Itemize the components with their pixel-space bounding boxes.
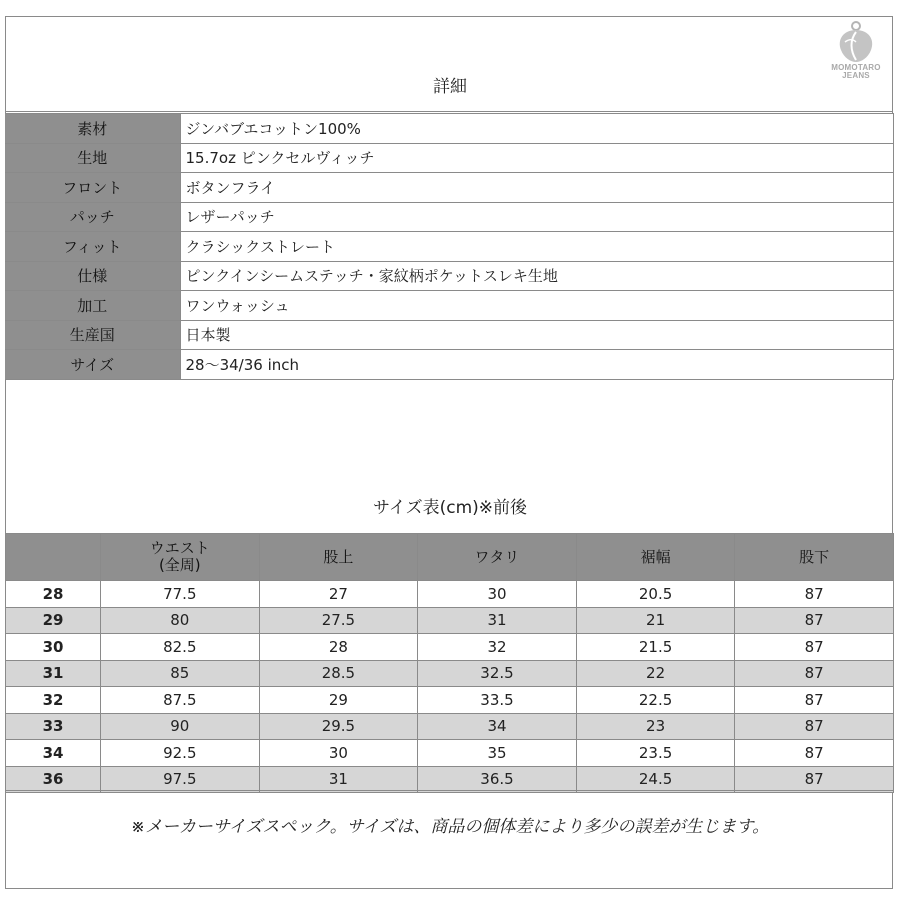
rise-cell: 29.5 bbox=[259, 713, 418, 740]
size-row bbox=[6, 581, 894, 608]
detail-label: 素材 bbox=[5, 114, 180, 144]
thigh-cell: 35 bbox=[418, 740, 577, 767]
rise-cell: 31 bbox=[259, 766, 418, 793]
rise-cell: 29 bbox=[259, 687, 418, 714]
divider bbox=[5, 790, 893, 791]
inseam-cell: 87 bbox=[735, 634, 894, 661]
size-row bbox=[6, 713, 894, 740]
detail-value: 15.7oz ピンクセルヴィッチ bbox=[180, 143, 894, 173]
hem-cell: 22 bbox=[576, 660, 735, 687]
thigh-cell: 34 bbox=[418, 713, 577, 740]
thigh-cell: 32.5 bbox=[418, 660, 577, 687]
waist-cell: 92.5 bbox=[101, 740, 260, 767]
header-size bbox=[6, 534, 101, 581]
detail-label: フィット bbox=[5, 232, 180, 262]
detail-row bbox=[5, 320, 894, 350]
peach-logo-icon bbox=[835, 20, 877, 64]
detail-row bbox=[5, 261, 894, 291]
rise-cell: 28 bbox=[259, 634, 418, 661]
detail-value: ピンクインシームステッチ・家紋柄ポケットスレキ生地 bbox=[180, 261, 894, 291]
size-cell: 28 bbox=[6, 581, 101, 608]
header-thigh: ワタリ bbox=[418, 534, 577, 581]
size-table-header bbox=[6, 534, 894, 581]
thigh-cell: 36.5 bbox=[418, 766, 577, 793]
detail-row bbox=[5, 350, 894, 380]
size-cell: 30 bbox=[6, 634, 101, 661]
inseam-cell: 87 bbox=[735, 740, 894, 767]
detail-row bbox=[5, 114, 894, 144]
size-cell: 36 bbox=[6, 766, 101, 793]
inseam-cell: 87 bbox=[735, 713, 894, 740]
hem-cell: 21 bbox=[576, 607, 735, 634]
waist-cell: 80 bbox=[101, 607, 260, 634]
inseam-cell: 87 bbox=[735, 607, 894, 634]
size-cell: 33 bbox=[6, 713, 101, 740]
detail-table bbox=[5, 113, 894, 380]
size-row bbox=[6, 660, 894, 687]
size-row bbox=[6, 607, 894, 634]
logo-line2: JEANS bbox=[842, 71, 870, 80]
waist-cell: 90 bbox=[101, 713, 260, 740]
thigh-cell: 31 bbox=[418, 607, 577, 634]
size-table-title: サイズ表(cm)※前後 bbox=[372, 498, 528, 518]
detail-value: 日本製 bbox=[180, 320, 894, 350]
size-row bbox=[6, 740, 894, 767]
size-cell: 32 bbox=[6, 687, 101, 714]
size-row bbox=[6, 634, 894, 661]
inseam-cell: 87 bbox=[735, 766, 894, 793]
inseam-cell: 87 bbox=[735, 660, 894, 687]
detail-value: ボタンフライ bbox=[180, 173, 894, 203]
thigh-cell: 32 bbox=[418, 634, 577, 661]
header-rise: 股上 bbox=[259, 534, 418, 581]
detail-label: 仕様 bbox=[5, 261, 180, 291]
rise-cell: 28.5 bbox=[259, 660, 418, 687]
detail-label: 生産国 bbox=[5, 320, 180, 350]
header-waist-sub: (全周) bbox=[158, 556, 201, 574]
detail-title: 詳細 bbox=[433, 77, 467, 97]
size-cell: 29 bbox=[6, 607, 101, 634]
rise-cell: 30 bbox=[259, 740, 418, 767]
hem-cell: 22.5 bbox=[576, 687, 735, 714]
waist-cell: 97.5 bbox=[101, 766, 260, 793]
hem-cell: 21.5 bbox=[576, 634, 735, 661]
thigh-cell: 33.5 bbox=[418, 687, 577, 714]
logo-line1: MOMOTARO bbox=[831, 63, 881, 72]
thigh-cell: 30 bbox=[418, 581, 577, 608]
waist-cell: 87.5 bbox=[101, 687, 260, 714]
size-note: ※メーカーサイズスペック。サイズは、商品の個体差により多少の誤差が生じます。 bbox=[130, 817, 770, 837]
size-table bbox=[5, 533, 894, 793]
header-waist bbox=[101, 534, 260, 581]
header-hem: 裾幅 bbox=[576, 534, 735, 581]
detail-row bbox=[5, 173, 894, 203]
waist-cell: 82.5 bbox=[101, 634, 260, 661]
detail-row bbox=[5, 291, 894, 321]
detail-label: パッチ bbox=[5, 202, 180, 232]
hem-cell: 23.5 bbox=[576, 740, 735, 767]
detail-value: ジンバブエコットン100% bbox=[180, 114, 894, 144]
detail-row bbox=[5, 232, 894, 262]
detail-value: クラシックストレート bbox=[180, 232, 894, 262]
size-cell: 34 bbox=[6, 740, 101, 767]
detail-row bbox=[5, 202, 894, 232]
rise-cell: 27.5 bbox=[259, 607, 418, 634]
detail-label: フロント bbox=[5, 173, 180, 203]
detail-value: ワンウォッシュ bbox=[180, 291, 894, 321]
divider bbox=[5, 111, 893, 112]
waist-cell: 77.5 bbox=[101, 581, 260, 608]
detail-label: サイズ bbox=[5, 350, 180, 380]
hem-cell: 24.5 bbox=[576, 766, 735, 793]
size-row bbox=[6, 687, 894, 714]
rise-cell: 27 bbox=[259, 581, 418, 608]
detail-label: 加工 bbox=[5, 291, 180, 321]
inseam-cell: 87 bbox=[735, 687, 894, 714]
header-waist-label: ウエスト bbox=[149, 539, 210, 557]
hem-cell: 23 bbox=[576, 713, 735, 740]
waist-cell: 85 bbox=[101, 660, 260, 687]
hem-cell: 20.5 bbox=[576, 581, 735, 608]
detail-label: 生地 bbox=[5, 143, 180, 173]
inseam-cell: 87 bbox=[735, 581, 894, 608]
size-cell: 31 bbox=[6, 660, 101, 687]
detail-value: 28～34/36 inch bbox=[180, 350, 894, 380]
header-inseam: 股下 bbox=[735, 534, 894, 581]
detail-row bbox=[5, 143, 894, 173]
size-row bbox=[6, 766, 894, 793]
detail-value: レザーパッチ bbox=[180, 202, 894, 232]
